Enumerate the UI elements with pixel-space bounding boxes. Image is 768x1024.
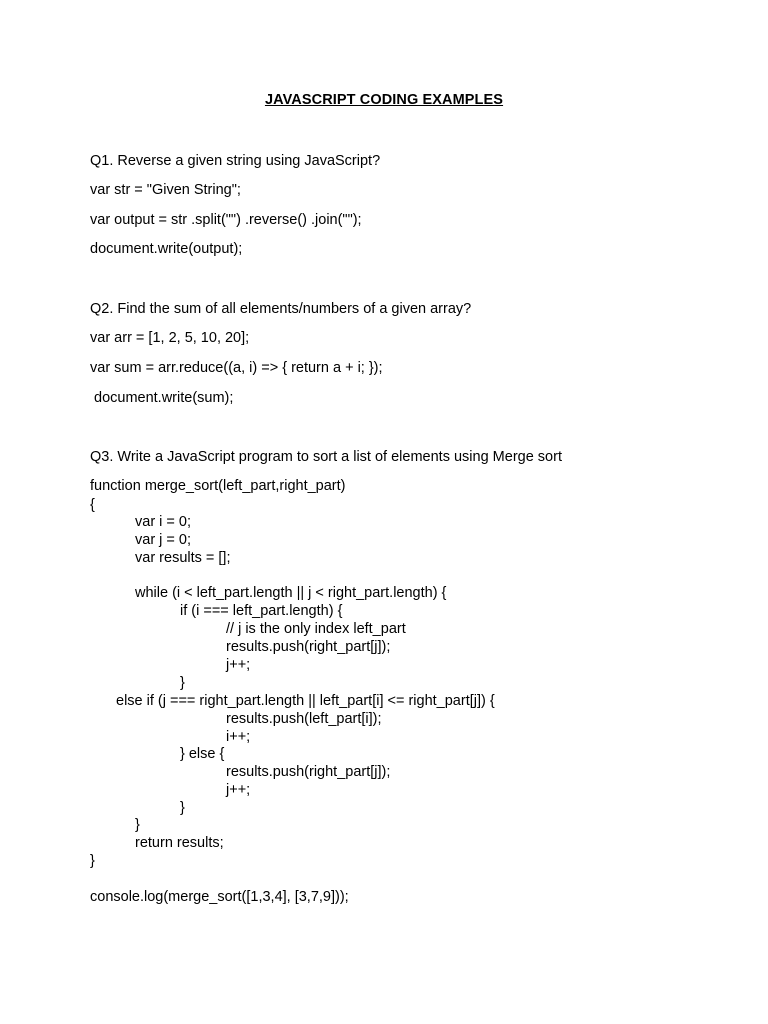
q2-code-line: var arr = [1, 2, 5, 10, 20]; [90,330,250,346]
q1-code-line: var str = "Given String"; [90,182,241,198]
q3-code-line: j++; [226,657,251,673]
q3-code-line: while (i < left_part.length || j < right_part.length) { [135,585,447,601]
q3-code-line: var results = []; [135,550,231,566]
q3-code-line: return results; [135,835,224,851]
q3-code-line: i++; [226,729,251,745]
q3-code-line: if (i === left_part.length) { [180,603,343,619]
q2-code-line: var sum = arr.reduce((a, i) => { return a + i; }); [90,360,383,376]
q3-code-line: } [180,675,185,691]
q3-code-line: // j is the only index left_part [226,621,406,637]
q3-code-line: var i = 0; [135,514,192,530]
q3-code-line: } [90,853,95,869]
q1-code-line: document.write(output); [90,241,243,257]
q2-question: Q2. Find the sum of all elements/numbers of a given array? [90,301,472,317]
q3-code-line: results.push(right_part[j]); [226,639,391,655]
q3-code-line: { [90,497,95,513]
q1-question: Q1. Reverse a given string using JavaScript? [90,153,381,169]
q2-code-line: document.write(sum); [94,390,234,406]
q3-code-line: function merge_sort(left_part,right_part) [90,478,346,494]
q3-code-line: results.push(left_part[i]); [226,711,382,727]
q3-code-line: results.push(right_part[j]); [226,764,391,780]
q1-code-line: var output = str .split("") .reverse() .join(""); [90,212,362,228]
q3-code-line: } [180,800,185,816]
q3-code-line: else if (j === right_part.length || left_part[i] <= right_part[j]) { [116,693,495,709]
q3-code-line: j++; [226,782,251,798]
q3-code-line: } [135,817,140,833]
q3-code-line: } else { [180,746,225,762]
document-title: JAVASCRIPT CODING EXAMPLES [264,92,504,108]
q3-code-line: var j = 0; [135,532,192,548]
q3-question: Q3. Write a JavaScript program to sort a list of elements using Merge sort [90,449,562,465]
q3-call-line: console.log(merge_sort([1,3,4], [3,7,9])); [90,889,349,905]
